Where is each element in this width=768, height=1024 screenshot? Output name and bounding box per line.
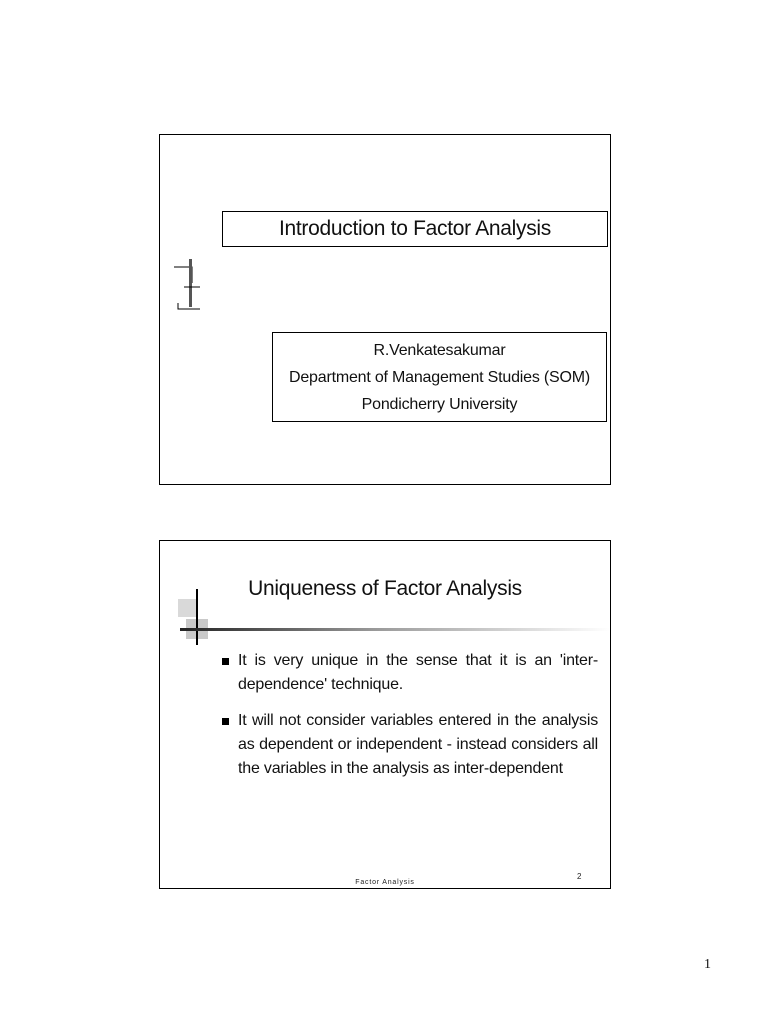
bullet-square-icon	[222, 718, 229, 725]
slide-title-box	[222, 211, 608, 247]
slide-1	[159, 134, 611, 485]
author-university: Pondicherry University	[361, 395, 518, 413]
slide-2	[159, 540, 611, 889]
bullet-square-icon	[222, 658, 229, 665]
author-info-box	[272, 332, 607, 422]
author-name: R.Venkatesakumar	[373, 341, 506, 359]
author-department: Department of Management Studies (SOM)	[289, 368, 590, 386]
bullet-list	[220, 649, 598, 793]
slide-number: 2	[577, 872, 582, 881]
bullet-item	[220, 709, 598, 781]
page-number: 1	[704, 957, 711, 972]
bullet-text: It is very unique in the sense that it is an 'inter-dependence' technique.	[238, 652, 598, 693]
slide-title: Uniqueness of Factor Analysis	[248, 577, 522, 600]
bullet-text: It will not consider variables entered in the analysis as dependent or independent - instead considers all the variables in the analysis as inter-dependent	[238, 712, 598, 777]
decorative-crosshair-mark	[172, 257, 202, 317]
slide-title: Introduction to Factor Analysis	[278, 217, 551, 240]
slide-footer: Factor Analysis	[355, 879, 415, 886]
bullet-item	[220, 649, 598, 697]
